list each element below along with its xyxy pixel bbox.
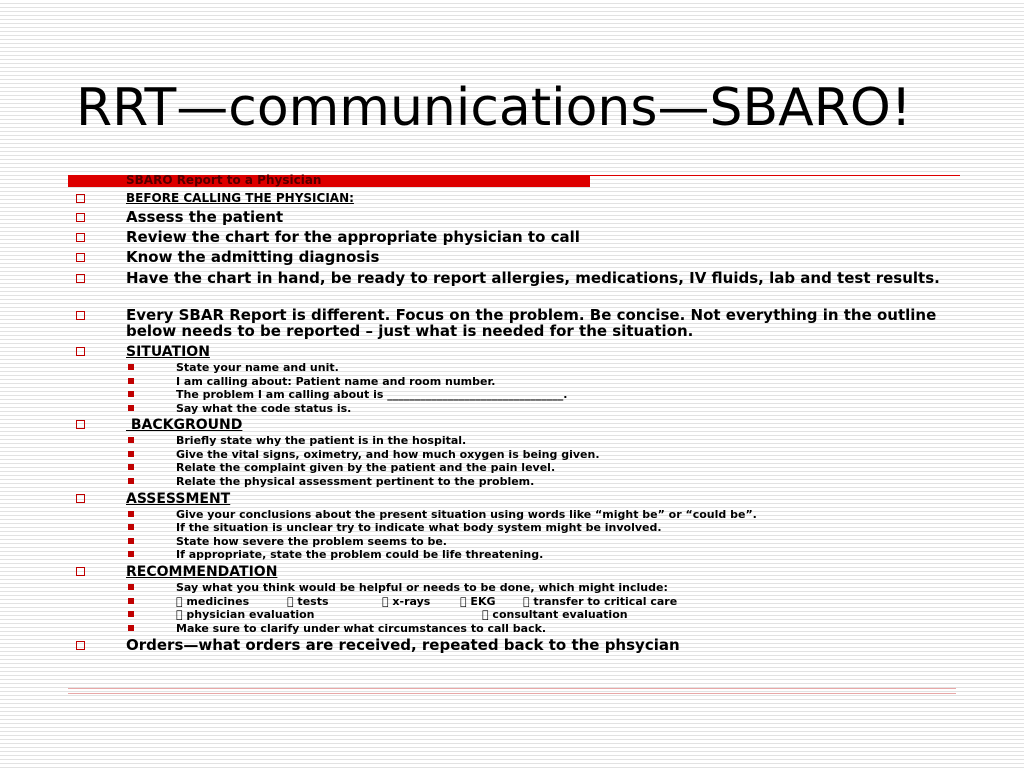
filled-square-icon xyxy=(128,524,134,530)
slide-title: RRT—communications—SBARO! xyxy=(76,78,912,138)
hollow-square-icon xyxy=(76,567,85,576)
recommendation-heading: RECOMMENDATION xyxy=(126,564,278,580)
hollow-square-icon xyxy=(76,274,85,283)
list-item-text: Relate the physical assessment pertinent to the problem. xyxy=(176,475,535,488)
choice-consultant-evaluation: consultant evaluation xyxy=(482,608,618,621)
list-item-text: Say what the code status is. xyxy=(176,402,352,415)
list-item-text: Briefly state why the patient is in the hospital. xyxy=(176,434,467,447)
filled-square-icon xyxy=(128,451,134,457)
filled-square-icon xyxy=(128,551,134,557)
filled-square-icon xyxy=(128,464,134,470)
filled-square-icon xyxy=(128,437,134,443)
choice-transfer: transfer to critical care xyxy=(523,595,667,608)
filled-square-icon xyxy=(128,611,134,617)
list-item-text: Relate the complaint given by the patient and the pain level. xyxy=(176,461,556,474)
subheading: SBARO Report to a Physician xyxy=(126,173,322,187)
list-item-text: If the situation is unclear try to indicate what body system might be involved. xyxy=(176,521,662,534)
list-item-text: I am calling about: Patient name and room number. xyxy=(176,375,496,388)
hollow-square-icon xyxy=(76,420,85,429)
footer-rule xyxy=(68,688,956,689)
filled-square-icon xyxy=(128,598,134,604)
hollow-square-icon xyxy=(76,311,85,320)
filled-square-icon xyxy=(128,364,134,370)
choice-medicines: medicines xyxy=(176,595,239,608)
hollow-square-icon xyxy=(76,194,85,203)
filled-square-icon xyxy=(128,391,134,397)
list-item-text: Orders—what orders are received, repeated back to the phsycian xyxy=(126,636,680,654)
footer-rule xyxy=(68,693,956,694)
list-item-text: Say what you think would be helpful or needs to be done, which might include: xyxy=(176,581,668,594)
hollow-square-icon xyxy=(76,213,85,222)
list-item-text: Give your conclusions about the present situation using words like “might be” or “could be”. xyxy=(176,508,757,521)
list-item-text: The problem I am calling about is ________________________________. xyxy=(176,388,568,401)
list-item-text: If appropriate, state the problem could be life threatening. xyxy=(176,548,544,561)
list-item-text: State how severe the problem seems to be. xyxy=(176,535,447,548)
filled-square-icon xyxy=(128,511,134,517)
list-item-text: Give the vital signs, oximetry, and how much oxygen is being given. xyxy=(176,448,600,461)
list-item-text: Review the chart for the appropriate physician to call xyxy=(126,228,580,246)
hollow-square-icon xyxy=(76,347,85,356)
filled-square-icon xyxy=(128,405,134,411)
filled-square-icon xyxy=(128,478,134,484)
choice-tests: tests xyxy=(287,595,319,608)
assessment-heading: ASSESSMENT xyxy=(126,491,231,507)
choice-physician-evaluation: physician evaluation xyxy=(176,608,305,621)
choice-x-rays: x-rays xyxy=(382,595,420,608)
filled-square-icon xyxy=(128,378,134,384)
list-item-text: State your name and unit. xyxy=(176,361,339,374)
choice-ekg: EKG xyxy=(460,595,486,608)
list-item-text: Have the chart in hand, be ready to report allergies, medications, IV fluids, lab and test results. xyxy=(126,269,940,287)
hollow-square-icon xyxy=(76,233,85,242)
list-item-text: Every SBAR Report is different. Focus on the problem. Be concise. Not everything in the outline below needs to be reported – just what is needed for the situation. xyxy=(126,306,937,340)
hollow-square-icon xyxy=(76,253,85,262)
filled-square-icon xyxy=(128,538,134,544)
filled-square-icon xyxy=(128,625,134,631)
hollow-square-icon xyxy=(76,494,85,503)
background-heading: BACKGROUND xyxy=(126,417,243,433)
hollow-square-icon xyxy=(76,641,85,650)
list-item-text: Know the admitting diagnosis xyxy=(126,248,380,266)
situation-heading: SITUATION xyxy=(126,344,210,360)
list-item-text: Make sure to clarify under what circumstances to call back. xyxy=(176,622,547,635)
list-item-text: Assess the patient xyxy=(126,208,284,226)
filled-square-icon xyxy=(128,584,134,590)
before-calling-heading: BEFORE CALLING THE PHYSICIAN: xyxy=(126,191,354,205)
